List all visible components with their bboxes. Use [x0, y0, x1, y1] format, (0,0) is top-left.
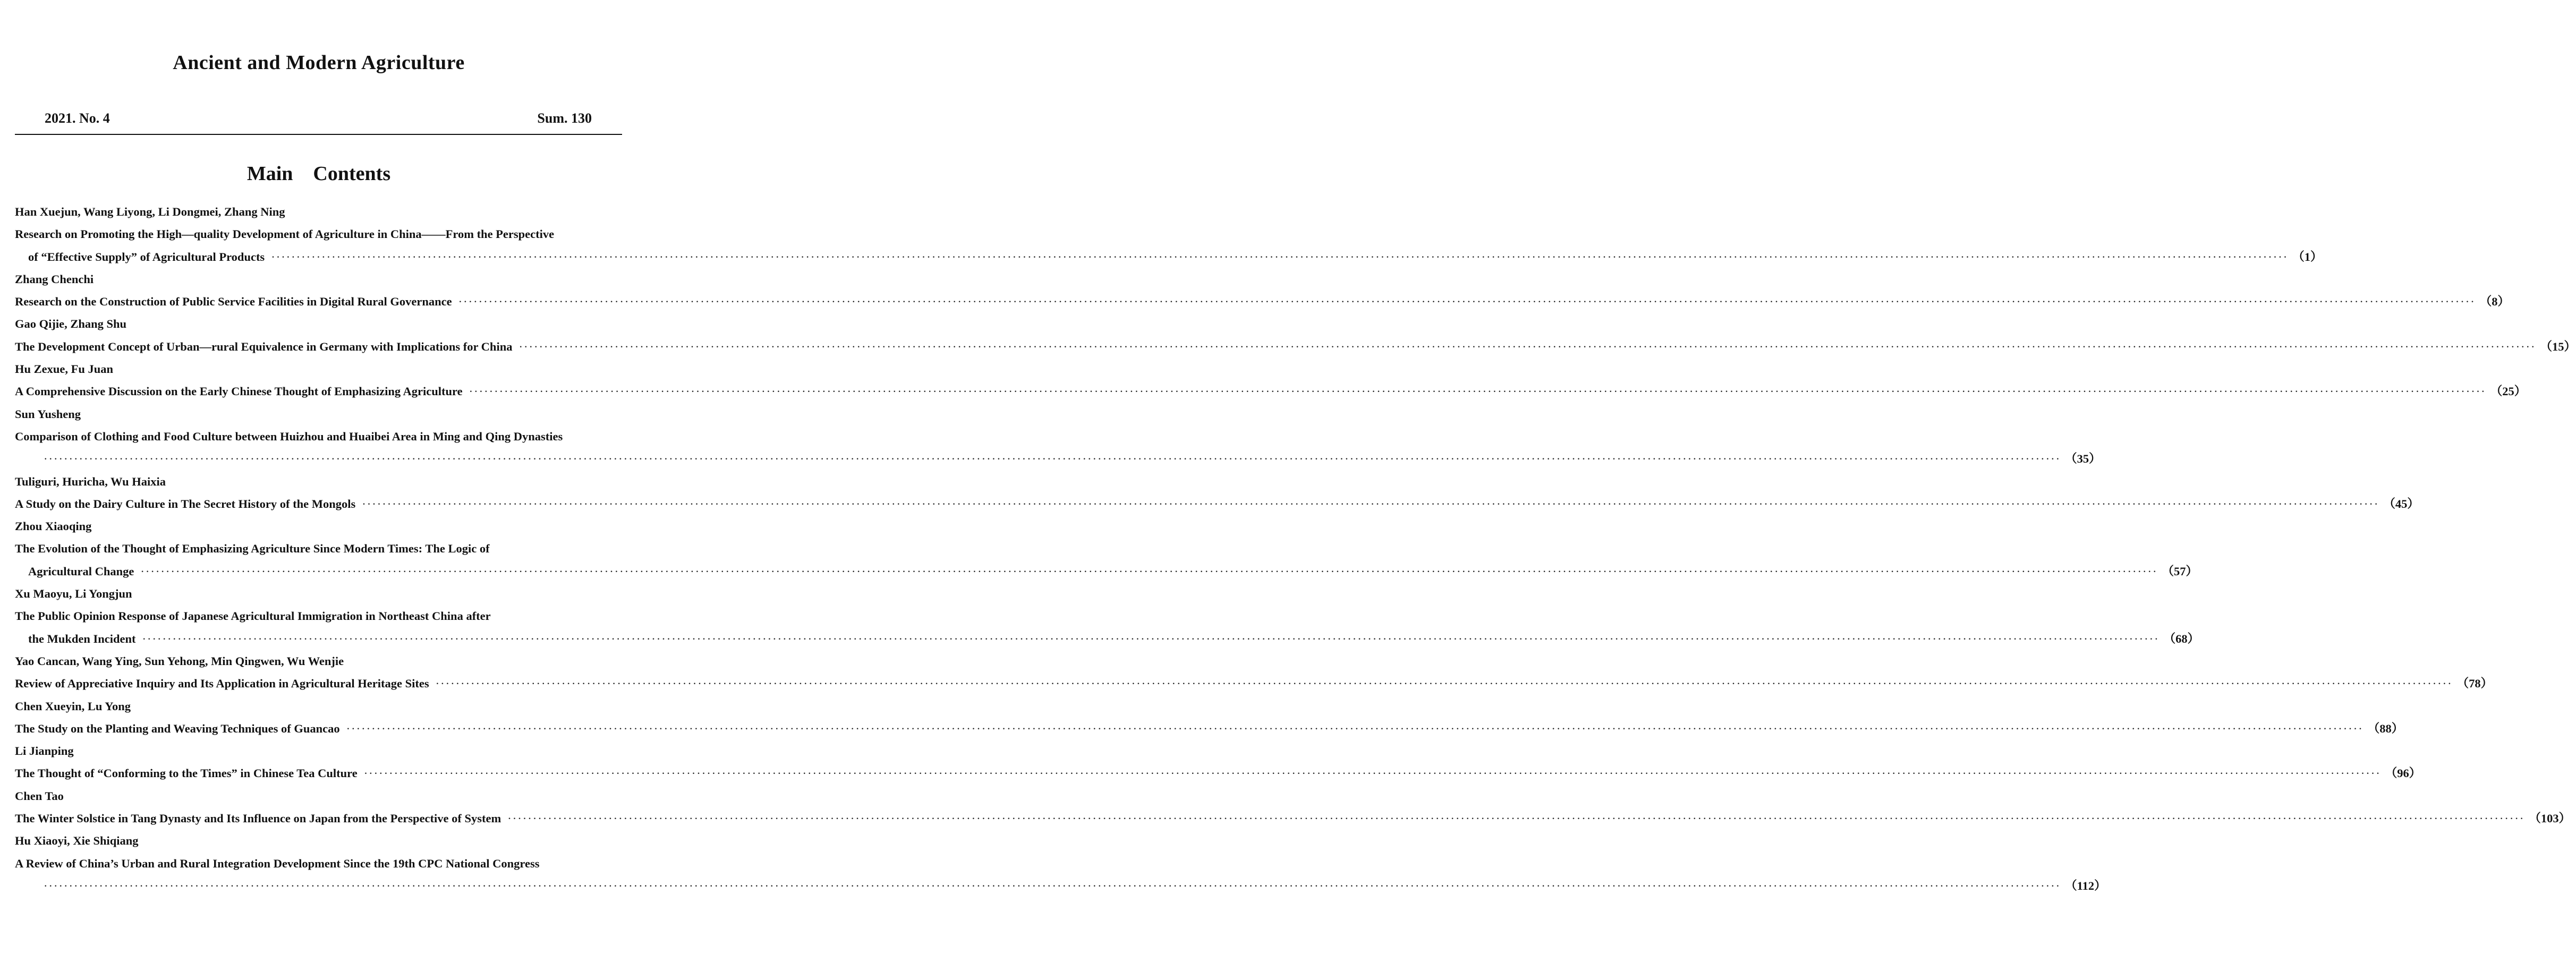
page-number: （8）: [2479, 295, 2510, 309]
page-number: （45）: [2383, 497, 2419, 510]
toc-entry: [15, 358, 2527, 403]
article-title: of “Effective Supply” of Agricultural Products: [28, 250, 265, 263]
article-authors: Chen Xueyin, Lu Yong: [15, 699, 131, 713]
toc-entry: [15, 201, 2323, 268]
toc-entry-line: [15, 493, 2419, 515]
article-authors: Tuliguri, Huricha, Wu Haixia: [15, 474, 166, 488]
page-number: （96）: [2385, 767, 2421, 780]
toc-entry-line: [15, 336, 2576, 358]
article-title: A Study on the Dairy Culture in The Secret History of the Mongols: [15, 497, 356, 510]
toc-entry-line: [15, 807, 2571, 830]
dot-leader: ················································································································································································································································································································································································································: [346, 721, 2364, 735]
toc-entry: [15, 740, 2421, 785]
article-title: Agricultural Change: [28, 564, 134, 578]
issue-number: 2021. No. 4: [45, 110, 110, 126]
article-title: the Mukden Incident: [28, 632, 136, 645]
dot-leader: ················································································································································································································································································································································································································: [458, 295, 2476, 309]
article-authors: Han Xuejun, Wang Liyong, Li Dongmei, Zhang Ning: [15, 205, 285, 218]
dot-leader: ················································································································································································································································································································································································································: [469, 385, 2486, 398]
table-of-contents: [15, 201, 2576, 897]
journal-title: Ancient and Modern Agriculture: [173, 52, 465, 74]
dot-leader: ················································································································································································································································································································································································································: [142, 632, 2160, 645]
article-authors: Chen Tao: [15, 789, 64, 803]
article-authors: Xu Maoyu, Li Yongjun: [15, 587, 132, 601]
toc-entry-line: [15, 291, 2510, 313]
page-number: （35）: [2065, 452, 2101, 466]
article-title: Review of Appreciative Inquiry and Its Application in Agricultural Heritage Sites: [15, 677, 429, 691]
article-authors: Li Jianping: [15, 744, 74, 758]
dot-leader: ················································································································································································································································································································································································································: [435, 677, 2453, 691]
dot-leader: ················································································································································································································································································································································································································: [44, 452, 2061, 466]
article-title-line: Research on Promoting the High—quality Development of Agriculture in China——From the Perspective: [15, 227, 555, 241]
dot-leader: ················································································································································································································································································································································································································: [140, 564, 2158, 578]
sum-number: Sum. 130: [537, 110, 592, 126]
page-number: （78）: [2456, 677, 2493, 691]
dot-leader: ················································································································································································································································································································································································································: [507, 812, 2525, 825]
toc-entry: [15, 515, 2198, 583]
article-title: The Winter Solstice in Tang Dynasty and Its Influence on Japan from the Perspective of System: [15, 812, 501, 825]
article-authors: Zhou Xiaoqing: [15, 520, 92, 533]
toc-entry-line: [15, 762, 2421, 785]
toc-entry-line: [15, 246, 2323, 268]
page-number: （57）: [2162, 564, 2198, 578]
contents-title: Main Contents: [246, 163, 391, 185]
page-number: （25）: [2490, 385, 2527, 398]
toc-entry-line: [15, 380, 2527, 403]
article-authors: Sun Yusheng: [15, 407, 81, 421]
toc-entry-line: [15, 672, 2493, 695]
toc-entry-line: [15, 875, 2106, 897]
page-number: （68）: [2163, 632, 2200, 645]
dot-leader: ················································································································································································································································································································································································································: [362, 497, 2379, 510]
article-title: The Thought of “Conforming to the Times” in Chinese Tea Culture: [15, 767, 358, 780]
toc-entry: [15, 268, 2510, 313]
article-authors: Gao Qijie, Zhang Shu: [15, 317, 127, 331]
dot-leader: ················································································································································································································································································································································································································: [363, 767, 2381, 780]
article-title: The Development Concept of Urban—rural Equivalence in Germany with Implications for China: [15, 339, 513, 353]
dot-leader: ················································································································································································································································································································································································································: [518, 339, 2536, 353]
article-title: The Study on the Planting and Weaving Techniques of Guancao: [15, 721, 340, 735]
toc-entry: [15, 650, 2493, 695]
page-number: （88）: [2367, 721, 2404, 735]
article-authors: Yao Cancan, Wang Ying, Sun Yehong, Min Qingwen, Wu Wenjie: [15, 654, 344, 668]
toc-entry: [15, 403, 2101, 471]
article-authors: Zhang Chenchi: [15, 272, 94, 286]
article-title-line: The Evolution of the Thought of Emphasizing Agriculture Since Modern Times: The Logic of: [15, 542, 490, 556]
page-number: （103）: [2529, 812, 2571, 825]
toc-entry-line: [15, 448, 2101, 470]
article-title: A Comprehensive Discussion on the Early Chinese Thought of Emphasizing Agriculture: [15, 385, 463, 398]
dot-leader: ················································································································································································································································································································································································································: [271, 250, 2289, 263]
page-number: （1）: [2292, 250, 2323, 263]
article-title-line: A Review of China’s Urban and Rural Integration Development Since the 19th CPC National Congress: [15, 856, 540, 870]
page-number: （112）: [2065, 879, 2106, 892]
article-title: Research on the Construction of Public Service Facilities in Digital Rural Governance: [15, 295, 452, 309]
article-title-line: The Public Opinion Response of Japanese Agricultural Immigration in Northeast China after: [15, 609, 491, 623]
article-authors: Hu Xiaoyi, Xie Shiqiang: [15, 834, 139, 848]
dot-leader: ················································································································································································································································································································································································································: [44, 879, 2061, 892]
header-rule: [15, 134, 622, 135]
page-number: （15）: [2540, 339, 2576, 353]
toc-entry: [15, 471, 2419, 516]
toc-entry: [15, 583, 2200, 650]
toc-entry: [15, 785, 2571, 830]
toc-entry: [15, 830, 2106, 897]
toc-entry-line: [15, 560, 2198, 583]
article-authors: Hu Zexue, Fu Juan: [15, 362, 114, 376]
article-title-line: Comparison of Clothing and Food Culture between Huizhou and Huaibei Area in Ming and Qing Dynasties: [15, 429, 563, 443]
toc-entry-line: [15, 628, 2200, 650]
toc-entry: [15, 695, 2404, 740]
toc-entry: [15, 313, 2576, 358]
toc-entry-line: [15, 718, 2404, 740]
